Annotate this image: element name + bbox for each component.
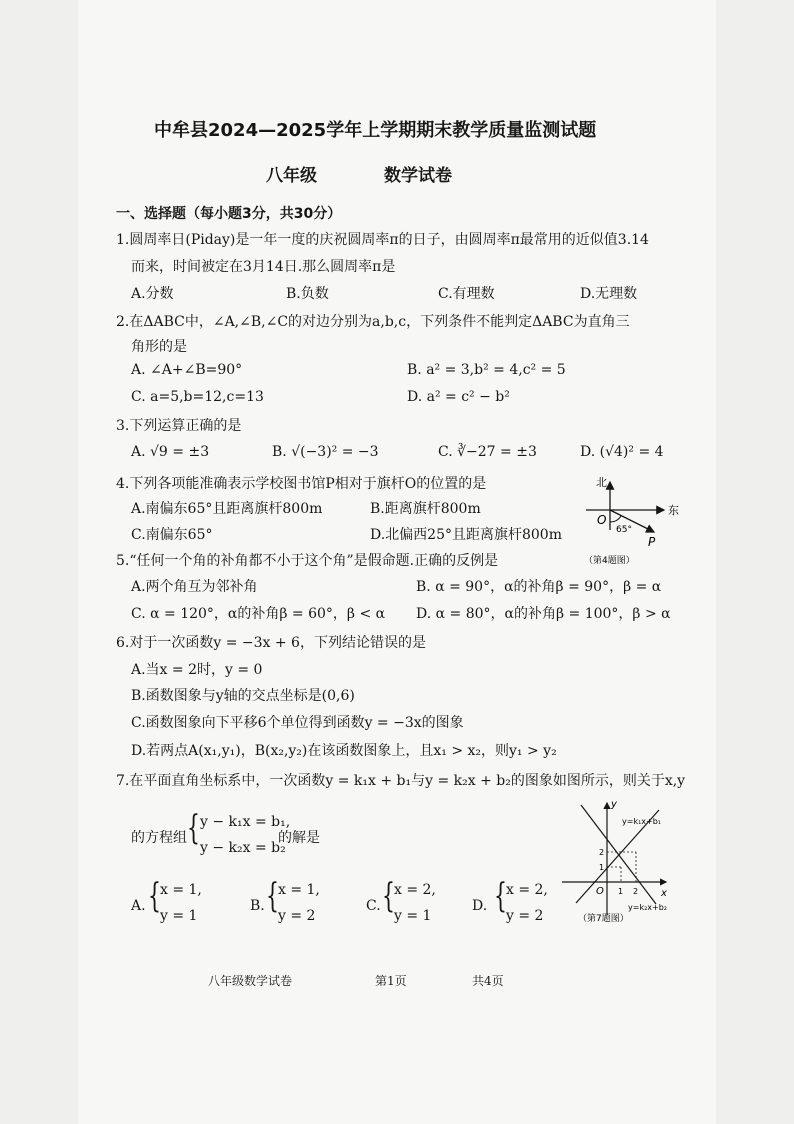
q3-option-c: C. ∛−27 = ±3 <box>438 444 537 460</box>
footer-subject: 八年级数学试卷 <box>208 974 293 988</box>
q7-stem-line1: 7.在平面直角坐标系中，一次函数y = k₁x + b₁与y = k₂x + b₂的图象如图所示，则关于x,y <box>116 773 686 789</box>
y-tick-2: 2 <box>599 848 605 857</box>
q2-stem-line2: 角形的是 <box>131 339 187 355</box>
grade-label: 八年级 <box>266 166 317 186</box>
q7-option-a-y: y = 1 <box>160 908 198 924</box>
q7-option-b-brace: { <box>266 876 279 916</box>
y-tick-1: 1 <box>599 863 605 872</box>
q7-option-c-label: C. <box>366 898 381 914</box>
q7-option-d-label: D. <box>472 898 488 914</box>
q7-option-a-brace: { <box>148 876 161 916</box>
q2-option-a: A. ∠A+∠B=90° <box>131 362 243 378</box>
angle-label: 65° <box>616 525 632 535</box>
q4-option-d: D.北偏西25°且距离旗杆800m <box>370 527 562 543</box>
east-label: 东 <box>668 504 679 517</box>
q3-option-a: A. √9 = ±3 <box>131 444 210 460</box>
q1-option-c: C.有理数 <box>438 286 495 302</box>
q7-option-d-x: x = 2, <box>506 882 548 898</box>
q6-option-c: C.函数图象向下平移6个单位得到函数y = −3x的图象 <box>131 715 464 731</box>
q7-system-prefix: 的方程组 <box>131 830 187 846</box>
q2-stem-line1: 2.在ΔABC中，∠A,∠B,∠C的对边分别为a,b,c，下列条件不能判定ΔABC为直角三 <box>116 314 630 330</box>
q6-option-b: B.函数图象与y轴的交点坐标是(0,6) <box>131 688 355 704</box>
q2-option-d: D. a² = c² − b² <box>407 389 510 405</box>
q1-option-d: D.无理数 <box>580 286 638 302</box>
q4-option-c: C.南偏东65° <box>131 527 213 543</box>
q7-caption: （第7题图） <box>578 914 629 924</box>
q1-option-b: B.负数 <box>286 286 329 302</box>
x-tick-2: 2 <box>633 887 639 896</box>
x-axis-label: x <box>661 888 667 899</box>
q7-option-a-label: A. <box>131 898 146 914</box>
q1-stem-line2: 而来，时间被定在3月14日.那么圆周率π是 <box>131 259 396 275</box>
q5-option-c: C. α = 120°，α的补角β = 60°，β < α <box>131 606 386 622</box>
q6-option-a: A.当x = 2时，y = 0 <box>131 662 263 678</box>
q5-option-b: B. α = 90°，α的补角β = 90°，β = α <box>416 579 662 595</box>
q7-equation-2: y − k₂x = b₂ <box>200 840 286 856</box>
subject-label: 数学试卷 <box>384 166 452 186</box>
q1-option-a: A.分数 <box>131 286 174 302</box>
q7-option-d-y: y = 2 <box>506 908 544 924</box>
q3-option-d: D. (√4)² = 4 <box>580 444 664 460</box>
q7-option-c-y: y = 1 <box>394 908 432 924</box>
q7-option-b-y: y = 2 <box>278 908 316 924</box>
footer-page-number: 第1页 <box>375 974 407 988</box>
q2-option-c: C. a=5,b=12,c=13 <box>131 389 264 405</box>
section-heading: 一、选择题（每小题3分，共30分） <box>116 206 342 222</box>
q7-option-c-x: x = 2, <box>394 882 436 898</box>
q7-equation-1: y − k₁x = b₁, <box>200 814 291 830</box>
line-1-label: y=k₁x+b₁ <box>622 817 661 826</box>
q7-system-suffix: 的解是 <box>278 830 320 846</box>
q4-figure <box>572 470 697 570</box>
q6-option-d: D.若两点A(x₁,y₁)，B(x₂,y₂)在该函数图象上，且x₁ > x₂，则y₁ > y₂ <box>131 743 557 759</box>
origin-label: O <box>597 513 607 527</box>
q2-option-b: B. a² = 3,b² = 4,c² = 5 <box>407 362 566 378</box>
x-tick-1: 1 <box>618 887 624 896</box>
q3-option-b: B. √(−3)² = −3 <box>272 444 379 460</box>
exam-title: 中牟县2024—2025学年上学期期末教学质量监测试题 <box>154 120 597 141</box>
q7-figure <box>556 797 686 927</box>
q4-option-a: A.南偏东65°且距离旗杆800m <box>131 501 323 517</box>
q7-brace: { <box>187 808 200 848</box>
q5-stem: 5.“任何一个角的补角都不小于这个角”是假命题.正确的反例是 <box>116 553 499 569</box>
origin-label: O <box>596 886 604 897</box>
q1-stem-line1: 1.圆周率日(Piday)是一年一度的庆祝圆周率π的日子，由圆周率π最常用的近似值3.14 <box>116 232 649 248</box>
footer-total-pages: 共4页 <box>472 974 504 988</box>
point-label: P <box>648 535 656 549</box>
q6-stem: 6.对于一次函数y = −3x + 6，下列结论错误的是 <box>116 635 426 651</box>
line-2-label: y=k₂x+b₂ <box>628 903 667 912</box>
q3-stem: 3.下列运算正确的是 <box>116 418 242 434</box>
q4-caption: （第4题图） <box>584 556 635 566</box>
q7-option-b-x: x = 1, <box>278 882 320 898</box>
y-axis-label: y <box>611 799 617 810</box>
q7-option-b-label: B. <box>250 898 265 914</box>
q4-option-b: B.距离旗杆800m <box>370 501 481 517</box>
q4-stem: 4.下列各项能准确表示学校图书馆P相对于旗杆O的位置的是 <box>116 476 487 492</box>
q7-option-d-brace: { <box>494 876 507 916</box>
q7-option-a-x: x = 1, <box>160 882 202 898</box>
q7-option-c-brace: { <box>382 876 395 916</box>
q5-option-a: A.两个角互为邻补角 <box>131 579 258 595</box>
north-label: 北 <box>596 476 607 489</box>
q5-option-d: D. α = 80°，α的补角β = 100°，β > α <box>416 606 671 622</box>
